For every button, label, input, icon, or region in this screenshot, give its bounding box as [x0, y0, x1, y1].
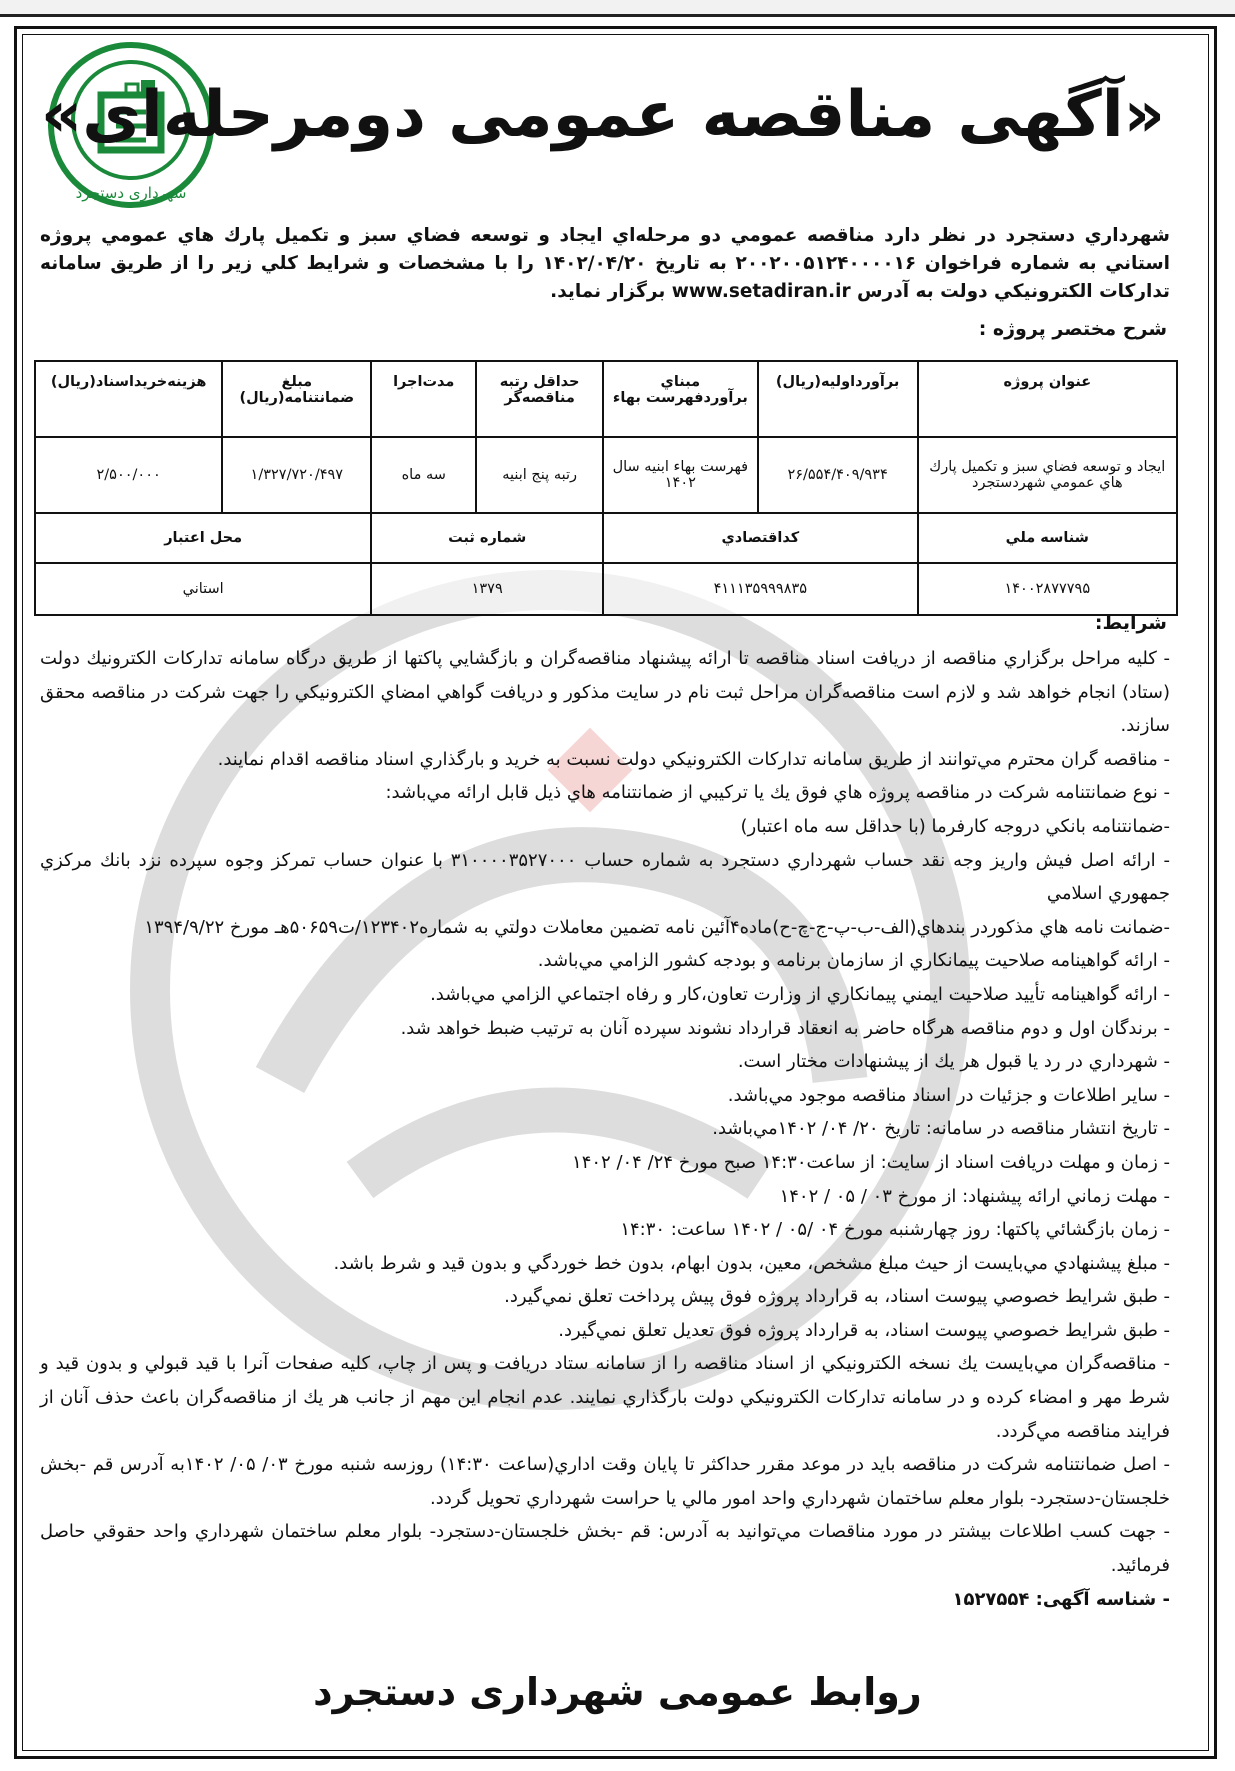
cell-initial-estimate: ۲۶/۵۵۴/۴۰۹/۹۳۴ — [758, 437, 918, 513]
condition-item: - مهلت زماني ارائه پيشنهاد: از مورخ ۰۳ / ۰۵ / ۱۴۰۲ — [779, 1185, 1170, 1207]
condition-item: - شهرداري در رد يا قبول هر يك از پيشنهادات مختار است. — [737, 1051, 1170, 1073]
project-table — [34, 360, 1178, 616]
condition-item: - ارائه گواهينامه صلاحيت پيمانكاري از سازمان برنامه و بودجه كشور الزامي مي‌باشد. — [537, 950, 1170, 972]
cell-document-cost: ۲/۵۰۰/۰۰۰ — [35, 437, 222, 513]
condition-item: - مبلغ پيشنهادي مي‌بايست از حيث مبلغ مشخص، معين، بدون ابهام، بدون خط خوردگي و بدون قيد و شرط باشد. — [333, 1252, 1170, 1274]
condition-item: - جهت كسب اطلاعات بيشتر در مورد مناقصات مي‌توانيد به آدرس: قم -بخش خلجستان-دستجرد- بلوار معلم ساختمان شهرداري واحد حقوقي حاصل فرمائيد. — [40, 1521, 1170, 1577]
condition-item: - اصل ضمانتنامه شركت در مناقصه بايد در موعد مقرر حداكثر تا پايان وقت اداري(ساعت ۱۴:۳۰) روزسه شنبه مورخ ۰۳/ ۰۵/ ۱۴۰۲به آدرس قم -بخش خلجستان-دستجرد- بلوار معلم ساختمان شهرداري واحد امور مالي يا حراست شهرداري تحويل گردد. — [40, 1454, 1170, 1509]
condition-item: - مناقصه‌گران مي‌بايست يك نسخه الكترونيكي از اسناد مناقصه را از سامانه ستاد دريافت و پس از چاپ، كليه صفحات آنرا با قيد قبولي و بدون قيد و شرط مهر و امضاء كرده و در سامانه تداركات الكترونيكي دولت بارگذاري نمايند. عدم انجام اين مهم از جانب هر يك از مناقصه‌گران باعث حذف آنان از فرايند مناقصه مي‌گردد. — [40, 1353, 1170, 1442]
header-duration: مدت‌اجرا — [371, 361, 476, 437]
cell-national-id: ۱۴۰۰۲۸۷۷۷۹۵ — [918, 563, 1177, 615]
condition-item: - ساير اطلاعات و جزئيات در اسناد مناقصه موجود مي‌باشد. — [727, 1084, 1170, 1106]
condition-item: - مناقصه گران محترم مي‌توانند از طريق سامانه تداركات الكترونيكي دولت نسبت به خريد و بارگذاري اسناد مناقصه اقدام نمايند. — [217, 748, 1170, 770]
header-guarantee-amount: مبلغ ضمانتنامه(ريال) — [222, 361, 371, 437]
header-credit-source: محل اعتبار — [35, 513, 371, 563]
condition-item: - تاريخ انتشار مناقصه در سامانه: تاريخ ۲۰/ ۰۴/ ۱۴۰۲مي‌باشد. — [712, 1118, 1170, 1140]
cell-min-rank: رتبه پنج ابنيه — [476, 437, 603, 513]
cell-project-title: ايجاد و توسعه فضاي سبز و تكميل پارك هاي عمومي شهردستجرد — [918, 437, 1177, 513]
condition-item: - زمان و مهلت دريافت اسناد از سايت: از ساعت۱۴:۳۰ صبح مورخ ۲۴/ ۰۴/ ۱۴۰۲ — [572, 1151, 1170, 1173]
header-national-id: شناسه ملي — [918, 513, 1177, 563]
header-project-title: عنوان پروژه — [918, 361, 1177, 437]
header-estimate-basis: مبناي برآوردفهرست بهاء — [603, 361, 758, 437]
condition-item: -ضمانت نامه هاي مذكوردر بندهاي(الف-ب-پ-ج-چ-ح)ماده۴آئين نامه تضمين معاملات دولتي به شماره۱۲۳۴۰۲/ت۵۰۶۵۹هـ مورخ ۱۳۹۴/۹/۲۲ — [144, 916, 1170, 938]
page-title: «آگهی مناقصه عمومی دومرحله‌ای» — [40, 78, 1165, 152]
condition-item: - طبق شرايط خصوصي پيوست اسناد، به قرارداد پروژه فوق تعديل تعلق نمي‌گيرد. — [558, 1319, 1170, 1341]
cell-registration-number: ۱۳۷۹ — [371, 563, 603, 615]
cell-credit-source: استاني — [35, 563, 371, 615]
intro-paragraph: شهرداري دستجرد در نظر دارد مناقصه عمومي دو مرحله‌اي ايجاد و توسعه فضاي سبز و تكميل پارك هاي عمومي پروژه استاني به شماره فراخوان ۲۰۰۲۰۰۵۱۲۴۰۰۰۰۱۶ به تاريخ ۱۴۰۲/۰۴/۲۰ را با مشخصات و شرايط كلي زير را از طريق سامانه تداركات الكترونيكي دولت به آدرس www.setadiran.ir برگزار نمايد. — [40, 225, 1170, 302]
cell-estimate-basis: فهرست بهاء ابنيه سال ۱۴۰۲ — [603, 437, 758, 513]
top-bar — [0, 0, 1235, 17]
condition-item: - نوع ضمانتنامه شركت در مناقصه پروژه هاي فوق يك يا تركيبي از ضمانتنامه هاي ذيل قابل ارائه مي‌باشد: — [385, 782, 1170, 804]
header-min-rank: حداقل رتبه مناقصه‌گر — [476, 361, 603, 437]
header-registration-number: شماره ثبت — [371, 513, 603, 563]
condition-item: - كليه مراحل برگزاري مناقصه از دريافت اسناد مناقصه تا ارائه پيشنهاد مناقصه‌گران و بازگشايي پاكتها از طريق درگاه سامانه تداركات الكترونيك دولت (ستاد) انجام خواهد شد و لازم است مناقصه‌گران مراحل ثبت نام در سايت مذكور و دريافت گواهي امضاي الكترونيكي را جهت شركت در مناقصه محقق سازند. — [40, 648, 1170, 737]
condition-item: - طبق شرايط خصوصي پيوست اسناد، به قرارداد پروژه فوق پيش پرداخت تعلق نمي‌گيرد. — [504, 1286, 1170, 1308]
header-document-cost: هزينه‌خريداسناد(ريال) — [35, 361, 222, 437]
condition-item: - ارائه گواهينامه تأييد صلاحيت ايمني پيمانكاري از وزارت تعاون،كار و رفاه اجتماعي الزامي مي‌باشد. — [430, 983, 1170, 1005]
logo-text: شهرداری دستجرد — [75, 184, 187, 202]
ad-id: - شناسه آگهی: ۱۵۲۷۵۵۴ — [952, 1588, 1170, 1610]
conditions-title: شرايط: — [1094, 612, 1167, 634]
condition-item: -ضمانتنامه بانكي دروجه كارفرما (با حداقل سه ماه اعتبار) — [740, 815, 1170, 837]
header-economic-code: كداقتصادي — [603, 513, 918, 563]
footer-signature: روابط عمومی شهرداری دستجرد — [313, 1670, 922, 1714]
condition-item: - زمان بازگشائي پاكتها: روز چهارشنبه مورخ ۰۴ /۰۵ / ۱۴۰۲ ساعت: ۱۴:۳۰ — [620, 1219, 1170, 1241]
condition-item: - برندگان اول و دوم مناقصه هرگاه حاضر به انعقاد قرارداد نشوند سپرده آنان به ترتيب ضبط خواهد شد. — [400, 1017, 1170, 1039]
header-initial-estimate: برآورداوليه(ريال) — [758, 361, 918, 437]
cell-economic-code: ۴۱۱۱۳۵۹۹۹۸۳۵ — [603, 563, 918, 615]
conditions-list — [40, 642, 1170, 1616]
cell-duration: سه ماه — [371, 437, 476, 513]
cell-guarantee-amount: ۱/۳۲۷/۷۲۰/۴۹۷ — [222, 437, 371, 513]
condition-item: - ارائه اصل فيش واريز وجه نقد حساب شهرداري دستجرد به شماره حساب ۳۱۰۰۰۰۳۵۲۷۰۰۰ با عنوان حساب تمركز وجوه سپرده نزد بانك مركزي جمهوري اسلامي — [40, 849, 1170, 905]
brief-label: شرح مختصر پروژه : — [978, 318, 1167, 340]
